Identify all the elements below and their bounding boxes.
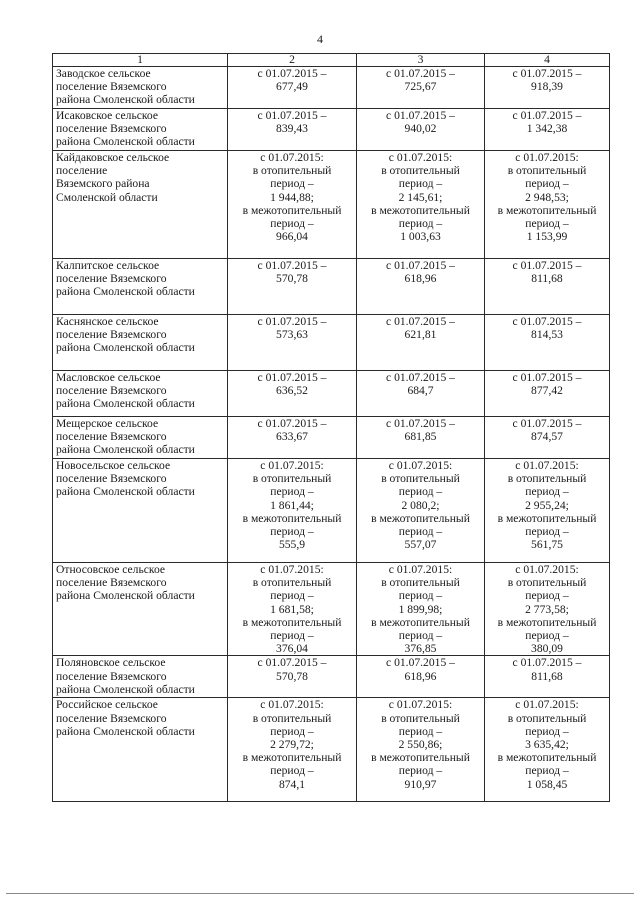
tariff-value-line: 621,81 [404,328,437,342]
tariff-value-line: 725,67 [404,80,437,94]
settlement-name-line: района Смоленской области [56,135,195,149]
tariff-value-line: в отопительный [252,711,332,725]
tariff-value-line: с 01.07.2015 – [512,109,582,122]
tariff-value-line: период – [270,485,314,499]
settlement-name-line: Смоленской области [56,190,158,204]
tariff-value-line: период – [270,724,314,738]
settlement-name-line: поселение Вяземского [56,669,167,683]
table-row [53,67,610,109]
tariff-value-line: 1 342,38 [526,122,568,136]
tariff-value-line: 573,63 [276,328,308,342]
tariff-value-line: период – [525,177,569,191]
tariff-value-line: с 01.07.2015 – [257,371,327,384]
tariff-value-line: с 01.07.2015: [515,151,579,164]
settlement-name-cell [53,417,228,459]
tariff-value-line: с 01.07.2015 – [257,109,327,122]
tariff-value-line: 2 773,58; [525,602,569,616]
tariff-value-line: с 01.07.2015: [260,563,324,576]
tariff-value-line: с 01.07.2015 – [386,656,455,670]
tariff-value-line: период – [398,217,443,231]
tariff-value-line: с 01.07.2015 – [386,259,455,272]
tariff-value-line: в отопительный [252,576,332,590]
tariff-value-line: в межотопительный [371,615,470,629]
column-header: 2 [228,54,357,67]
table-row [53,563,610,656]
tariff-value-line: в отопительный [507,472,587,486]
tariff-value-line: период – [270,589,314,603]
settlement-name-line: района Смоленской области [56,397,195,411]
tariff-value-line: с 01.07.2015 – [512,67,582,80]
tariff-value-line: 811,68 [531,669,563,683]
tariff-value-cell [485,417,610,459]
tariff-value-line: 618,96 [404,272,437,286]
tariff-value-line: 555,9 [278,538,306,552]
settlement-name-cell [53,459,228,563]
tariff-value-cell [228,698,357,802]
tariff-value-line: период – [270,629,314,643]
tariff-value-cell [357,563,485,656]
tariff-value-line: 380,09 [531,642,563,656]
tariff-value-line: период – [525,724,569,738]
tariff-value-cell [485,656,610,698]
tariff-value-line: в межотопительный [242,203,342,217]
settlement-name-line: поселение Вяземского [56,80,167,94]
settlement-name-line: поселение [56,164,108,178]
tariff-value-cell [357,656,485,698]
table-row [53,417,610,459]
tariff-value-line: 1 861,44; [270,498,314,512]
settlement-name-line: Калпитское сельское [56,259,160,272]
tariff-value-line: в отопительный [381,711,460,725]
tariff-value-line: с 01.07.2015 – [512,315,582,328]
tariff-value-cell [485,315,610,371]
settlement-name-line: поселение Вяземского [56,122,167,136]
tariff-value-line: в межотопительный [242,511,342,525]
settlement-name-line: Поляновское сельское [56,656,166,670]
settlement-name-line: Исаковское сельское [56,109,159,122]
settlement-name-line: Заводское сельское [56,67,151,80]
tariff-value-cell [485,698,610,802]
settlement-name-line: Относовское сельское [56,563,166,576]
tariff-value-cell [357,67,485,109]
tariff-value-cell [228,563,357,656]
tariff-value-line: с 01.07.2015 – [386,315,455,328]
settlement-name-line: района Смоленской области [56,485,195,499]
tariff-value-cell [228,315,357,371]
tariff-value-line: период – [398,764,443,778]
tariff-value-cell [357,371,485,417]
tariff-value-line: 966,04 [276,230,308,244]
tariff-value-cell [357,151,485,259]
tariff-value-line: в отопительный [507,711,587,725]
tariff-value-line: с 01.07.2015: [388,698,453,712]
settlement-name-line: Российское сельское [56,698,158,712]
table-row [53,151,610,259]
tariff-value-line: период – [398,589,443,603]
tariff-value-line: 2 080,2; [401,498,440,512]
tariff-value-line: 1 058,45 [526,777,568,791]
tariff-value-line: 811,68 [531,272,563,286]
tariff-value-line: 570,78 [276,272,308,286]
tariff-value-line: период – [270,525,314,539]
tariff-value-line: в отопительный [507,164,587,178]
table-header-row [53,54,610,67]
tariff-value-line: 376,04 [276,642,308,656]
tariff-value-line: в межотопительный [497,615,597,629]
tariff-value-line: с 01.07.2015: [388,151,453,164]
tariff-value-line: с 01.07.2015 – [386,67,455,80]
page-number: 4 [317,32,323,46]
tariff-value-line: в межотопительный [497,751,597,765]
tariff-value-line: с 01.07.2015 – [257,656,327,670]
tariff-value-line: с 01.07.2015 – [257,67,327,80]
tariff-value-line: с 01.07.2015 – [257,417,327,430]
tariff-value-line: в межотопительный [371,203,470,217]
tariff-value-line: 1 944,88; [270,190,314,204]
settlement-name-cell [53,315,228,371]
tariff-value-line: период – [525,217,569,231]
settlement-name-line: района Смоленской области [56,285,195,299]
tariff-value-line: 561,75 [531,538,563,552]
tariff-value-line: в межотопительный [497,511,597,525]
tariff-value-line: 940,02 [404,122,437,136]
tariff-value-cell [228,371,357,417]
tariff-value-line: в межотопительный [371,751,470,765]
tariff-value-line: период – [398,177,443,191]
tariff-value-line: 2 145,61; [398,190,443,204]
settlement-name-line: района Смоленской области [56,724,195,738]
bottom-divider [6,893,634,894]
tariff-value-cell [357,459,485,563]
tariff-value-line: в отопительный [252,472,332,486]
tariff-value-line: период – [398,629,443,643]
tariff-value-line: 1 153,99 [526,230,568,244]
settlement-name-line: поселение Вяземского [56,472,167,486]
tariff-value-cell [228,259,357,315]
settlement-name-cell [53,563,228,656]
tariff-value-cell [228,656,357,698]
settlement-name-line: района Смоленской области [56,589,195,603]
tariff-value-line: 1 681,58; [270,602,314,616]
tariff-value-line: 633,67 [276,430,308,444]
tariff-value-line: в межотопительный [242,751,342,765]
settlement-name-line: Мещерское сельское [56,417,159,430]
tariff-value-line: 618,96 [404,669,437,683]
tariff-value-line: с 01.07.2015 – [512,417,582,430]
tariff-value-line: период – [525,485,569,499]
tariff-value-line: 918,39 [531,80,563,94]
tariff-value-line: 2 948,53; [525,190,569,204]
table-row [53,698,610,802]
tariff-value-line: 677,49 [276,80,308,94]
settlement-name-line: Каснянское сельское [56,315,159,328]
tariff-value-line: с 01.07.2015: [388,459,453,472]
settlement-name-cell [53,151,228,259]
table-row [53,109,610,151]
tariff-value-cell [485,459,610,563]
tariff-value-line: с 01.07.2015 – [386,371,455,384]
tariff-value-line: с 01.07.2015: [260,151,324,164]
tariff-value-cell [357,417,485,459]
tariff-value-line: с 01.07.2015 – [512,656,582,670]
tariff-value-line: 910,97 [404,777,437,791]
tariff-table [52,53,610,802]
tariff-value-line: 636,52 [276,384,308,398]
settlement-name-cell [53,109,228,151]
settlement-name-line: района Смоленской области [56,682,195,696]
tariff-value-line: период – [398,485,443,499]
table-row [53,315,610,371]
tariff-value-line: с 01.07.2015 – [512,371,582,384]
tariff-value-line: 2 955,24; [525,498,569,512]
settlement-name-cell [53,698,228,802]
tariff-value-cell [485,109,610,151]
settlement-name-line: Вяземского района [56,177,150,191]
tariff-value-line: с 01.07.2015: [260,698,324,712]
tariff-value-line: в межотопительный [497,203,597,217]
settlement-name-line: района Смоленской области [56,443,195,457]
tariff-value-cell [485,151,610,259]
tariff-value-line: период – [270,764,314,778]
tariff-value-line: период – [525,589,569,603]
settlement-name-line: поселение Вяземского [56,384,167,398]
tariff-value-line: 376,85 [404,642,437,656]
tariff-value-line: 684,7 [407,384,434,398]
tariff-value-line: с 01.07.2015 – [386,109,455,122]
tariff-value-line: 1 899,98; [398,602,443,616]
tariff-value-line: 570,78 [276,669,308,683]
tariff-value-line: в отопительный [381,576,460,590]
tariff-value-line: с 01.07.2015 – [386,417,455,430]
column-header: 1 [53,54,228,67]
tariff-value-line: 2 550,86; [398,738,443,752]
tariff-value-line: период – [270,217,314,231]
tariff-value-line: в отопительный [381,164,460,178]
tariff-value-cell [228,417,357,459]
tariff-value-cell [357,109,485,151]
tariff-value-cell [357,698,485,802]
settlement-name-line: поселение Вяземского [56,272,167,286]
tariff-value-cell [357,315,485,371]
column-header: 3 [357,54,485,67]
tariff-value-line: период – [525,764,569,778]
tariff-value-line: с 01.07.2015: [515,459,579,472]
table-row [53,371,610,417]
tariff-value-line: 877,42 [531,384,563,398]
table-body [53,67,610,802]
tariff-value-line: 874,1 [278,777,306,791]
settlement-name-line: района Смоленской области [56,341,195,355]
tariff-value-cell [357,259,485,315]
tariff-value-line: период – [398,724,443,738]
settlement-name-line: поселение Вяземского [56,328,167,342]
tariff-value-line: 681,85 [404,430,437,444]
tariff-value-line: 839,43 [276,122,308,136]
tariff-value-line: с 01.07.2015: [515,698,579,712]
settlement-name-cell [53,371,228,417]
tariff-value-cell [228,109,357,151]
tariff-value-line: с 01.07.2015: [515,563,579,576]
tariff-value-line: период – [270,177,314,191]
tariff-value-line: с 01.07.2015 – [257,315,327,328]
settlement-name-line: Масловское сельское [56,371,161,384]
settlement-name-line: поселение Вяземского [56,576,167,590]
tariff-value-cell [228,459,357,563]
tariff-value-line: в межотопительный [242,615,342,629]
tariff-value-line: 3 635,42; [525,738,569,752]
tariff-value-line: период – [398,525,443,539]
tariff-value-line: с 01.07.2015 – [512,259,582,272]
settlement-name-cell [53,259,228,315]
tariff-value-line: 2 279,72; [270,738,314,752]
settlement-name-cell [53,656,228,698]
tariff-value-line: в отопительный [381,472,460,486]
tariff-value-line: период – [525,525,569,539]
tariff-value-line: с 01.07.2015: [388,563,453,576]
table-row [53,656,610,698]
tariff-value-line: в отопительный [507,576,587,590]
tariff-value-line: 814,53 [531,328,563,342]
tariff-value-line: в отопительный [252,164,332,178]
settlement-name-line: поселение Вяземского [56,711,167,725]
tariff-value-line: в межотопительный [371,511,470,525]
tariff-value-cell [485,371,610,417]
tariff-value-cell [228,151,357,259]
tariff-value-line: 1 003,63 [400,230,441,244]
tariff-value-line: 557,07 [404,538,437,552]
tariff-value-line: с 01.07.2015: [260,459,324,472]
tariff-value-cell [228,67,357,109]
tariff-value-line: 874,57 [531,430,563,444]
tariff-value-line: с 01.07.2015 – [257,259,327,272]
tariff-value-cell [485,563,610,656]
table-row [53,259,610,315]
tariff-value-cell [485,259,610,315]
settlement-name-line: района Смоленской области [56,93,195,107]
settlement-name-cell [53,67,228,109]
settlement-name-line: Кайдаковское сельское [56,151,170,164]
settlement-name-line: Новосельское сельское [56,459,171,472]
table-row [53,459,610,563]
tariff-value-cell [485,67,610,109]
settlement-name-line: поселение Вяземского [56,430,167,444]
column-header: 4 [485,54,610,67]
tariff-value-line: период – [525,629,569,643]
